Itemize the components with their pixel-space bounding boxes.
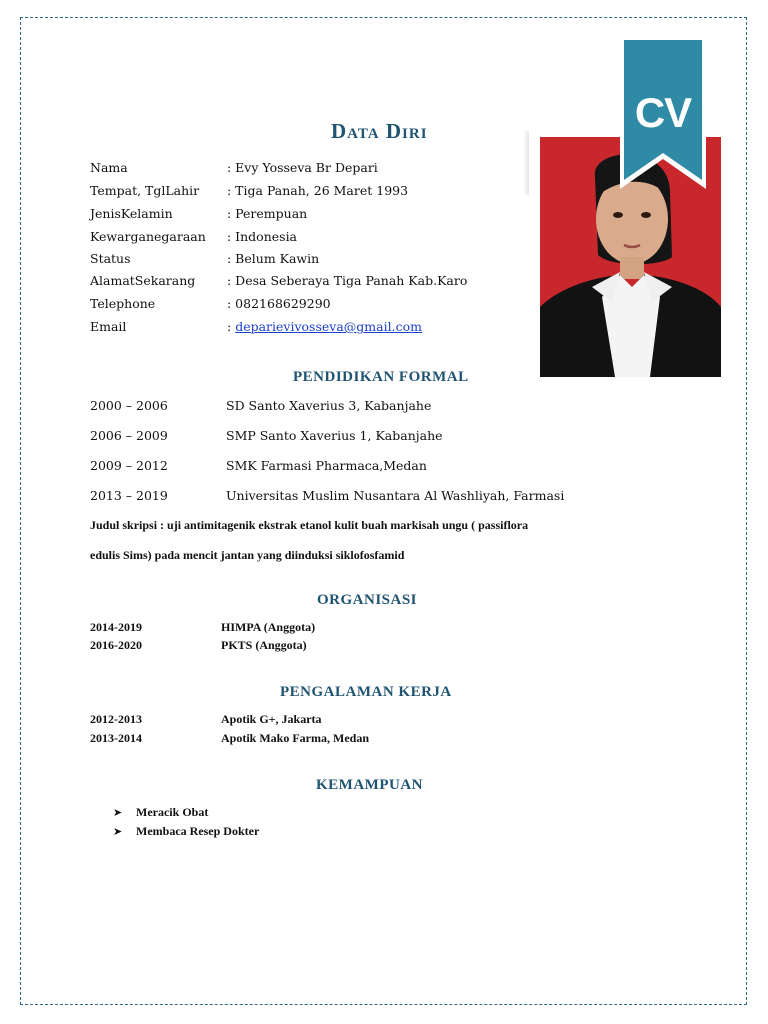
education-school-3: SMK Farmasi Pharmaca,Medan: [226, 458, 427, 473]
education-school-2: SMP Santo Xaverius 1, Kabanjahe: [226, 428, 443, 443]
label-ttl: Tempat, TglLahir: [90, 183, 200, 198]
thesis-line-1: Judul skripsi : uji antimitagenik ekstrak etanol kulit buah markisah ungu ( passiflora: [90, 518, 529, 532]
email-prefix: :: [227, 319, 236, 334]
label-nationality: Kewarganegaraan: [90, 229, 206, 244]
value-gender: : Perempuan: [227, 206, 308, 221]
value-status: : Belum Kawin: [227, 251, 320, 266]
section-title-pendidikan: PENDIDIKAN FORMAL: [293, 369, 469, 385]
value-nama: : Evy Yosseva Br Depari: [227, 160, 378, 175]
label-email: Email: [90, 319, 127, 334]
cv-ribbon: [620, 37, 706, 189]
education-school-4: Universitas Muslim Nusantara Al Washliyah, Farmasi: [226, 488, 565, 503]
work-place-2: Apotik Mako Farma, Medan: [221, 731, 369, 745]
organization-period-2: 2016-2020: [90, 638, 142, 652]
education-period-4: 2013 – 2019: [90, 488, 168, 503]
bullet-arrow-icon: ➤: [113, 825, 123, 838]
section-title-organisasi: ORGANISASI: [317, 592, 418, 608]
work-period-1: 2012-2013: [90, 712, 142, 726]
label-telephone: Telephone: [90, 296, 156, 311]
organization-name-1: HIMPA (Anggota): [221, 620, 316, 634]
photo-shadow: [523, 131, 529, 195]
section-title-kemampuan: KEMAMPUAN: [316, 777, 423, 793]
value-ttl: : Tiga Panah, 26 Maret 1993: [227, 183, 409, 198]
work-place-1: Apotik G+, Jakarta: [221, 712, 322, 726]
value-nationality: : Indonesia: [227, 229, 298, 244]
label-status: Status: [90, 251, 131, 266]
skill-item-1: Meracik Obat: [136, 805, 209, 819]
email-link[interactable]: deparievivosseva@gmail.com: [235, 319, 422, 334]
skill-item-2: Membaca Resep Dokter: [136, 824, 260, 838]
label-address: AlamatSekarang: [90, 273, 196, 288]
work-period-2: 2013-2014: [90, 731, 142, 745]
thesis-line-2: edulis Sims) pada mencit jantan yang diinduksi siklofosfamid: [90, 548, 405, 562]
label-gender: JenisKelamin: [90, 206, 173, 221]
education-period-3: 2009 – 2012: [90, 458, 168, 473]
organization-period-1: 2014-2019: [90, 620, 142, 634]
cv-badge-text: CV: [634, 89, 692, 136]
organization-name-2: PKTS (Anggota): [221, 638, 307, 652]
section-title-data-diri: Data Diri: [331, 119, 428, 143]
bullet-arrow-icon: ➤: [113, 806, 123, 819]
value-email: [227, 319, 422, 334]
education-period-2: 2006 – 2009: [90, 428, 168, 443]
education-period-1: 2000 – 2006: [90, 398, 168, 413]
section-title-pengalaman-kerja: PENGALAMAN KERJA: [280, 684, 452, 700]
label-nama: Nama: [90, 160, 128, 175]
value-telephone: : 082168629290: [227, 296, 331, 311]
education-school-1: SD Santo Xaverius 3, Kabanjahe: [226, 398, 432, 413]
value-address: : Desa Seberaya Tiga Panah Kab.Karo: [227, 273, 468, 288]
